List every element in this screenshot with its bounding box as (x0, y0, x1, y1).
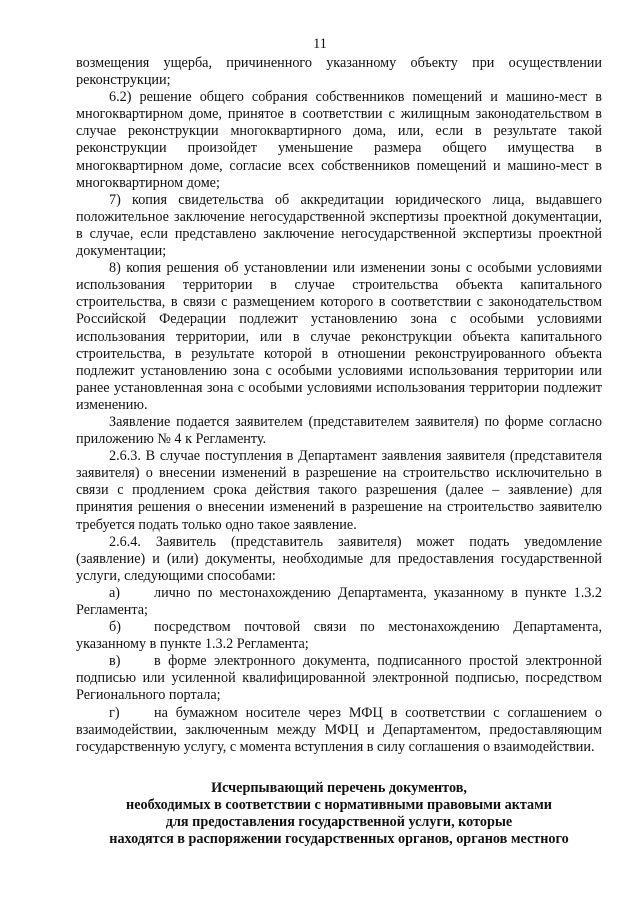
paragraph-8: 8) копия решения об установлении или изменении зоны с особыми условиями использования территории в случае строительства объекта капитального строительства, в связи с размещением которого в соответствии с законодательством Российской Федерации подлежит установлению зона с особыми условиями использования территории, или в случае реконструкции объекта капитального строительства, в результате которой в отношении реконструированного объекта подлежит установлению зона с особыми условиями использования территории или ранее установленная зона с особыми условиями использования территории подлежит изменению. (76, 260, 602, 413)
page-number: 11 (313, 36, 327, 52)
method-item-a (76, 585, 602, 619)
heading-line: необходимых в соответствии с нормативными правовыми актами (126, 796, 552, 813)
method-text: лично по местонахождению Департамента, указанному в пункте 1.3.2 Регламента; (76, 584, 602, 618)
paragraph-6-2: 6.2) решение общего собрания собственников помещений и машино-мест в многоквартирном доме, принятое в соответствии с жилищным законодательством в случае реконструкции многоквартирного дома, или, если в результате такой реконструкции произойдет уменьшение размера общего имущества в многоквартирном доме, согласие всех собственников помещений и машино-мест в многоквартирном доме; (76, 89, 602, 191)
method-item-v (76, 653, 602, 704)
method-marker: б) (109, 619, 121, 636)
paragraph-application-form: Заявление подается заявителем (представителем заявителя) по форме согласно приложению № 4 к Регламенту. (76, 413, 602, 448)
heading-line: для предоставления государственной услуги, которые (165, 814, 513, 831)
method-text: в форме электронного документа, подписанного простой электронной подписью или усиленной квалифицированной электронной подписью, посредством Регионального портала; (76, 653, 602, 704)
section-heading (76, 780, 602, 848)
method-marker: а) (109, 584, 121, 601)
heading-line: Исчерпывающий перечень документов, (211, 779, 467, 796)
paragraph-2-6-4: 2.6.4. Заявитель (представитель заявителя) может подать уведомление (заявление) и (или) документы, необходимые для предоставления государственной услуги, следующими способами: (76, 533, 602, 584)
method-text: посредством почтовой связи по местонахождению Департамента, указанному в пункте 1.3.2 Регламента; (76, 619, 602, 653)
method-marker: в) (109, 653, 121, 670)
method-item-g (76, 705, 602, 756)
method-text: на бумажном носителе через МФЦ в соответствии с соглашением о взаимодействии, заключенным между МФЦ и Департаментом, предоставляющим государственную услугу, с момента вступления в силу соглашения о взаимодействии. (76, 704, 602, 755)
paragraph-7: 7) копия свидетельства об аккредитации юридического лица, выдавшего положительное заключение негосударственной экспертизы проектной документации, в случае, если представлено заключение негосударственной экспертизы проектной документации; (76, 191, 602, 260)
method-item-b (76, 619, 602, 653)
paragraph-continuation: возмещения ущерба, причиненного указанному объекту при осуществлении реконструкции; (76, 55, 602, 89)
paragraph-2-6-3: 2.6.3. В случае поступления в Департамент заявления заявителя (представителя заявителя) о внесении изменений в разрешение на строительство исключительно в связи с продлением срока действия такого разрешения (далее – заявление) для принятия решения о внесении изменений в разрешение на строительство заявителю требуется подать только одно такое заявление. (76, 448, 602, 533)
document-body (76, 55, 602, 848)
heading-line: находятся в распоряжении государственных органов, органов местного (109, 831, 569, 848)
method-marker: г) (109, 704, 120, 721)
